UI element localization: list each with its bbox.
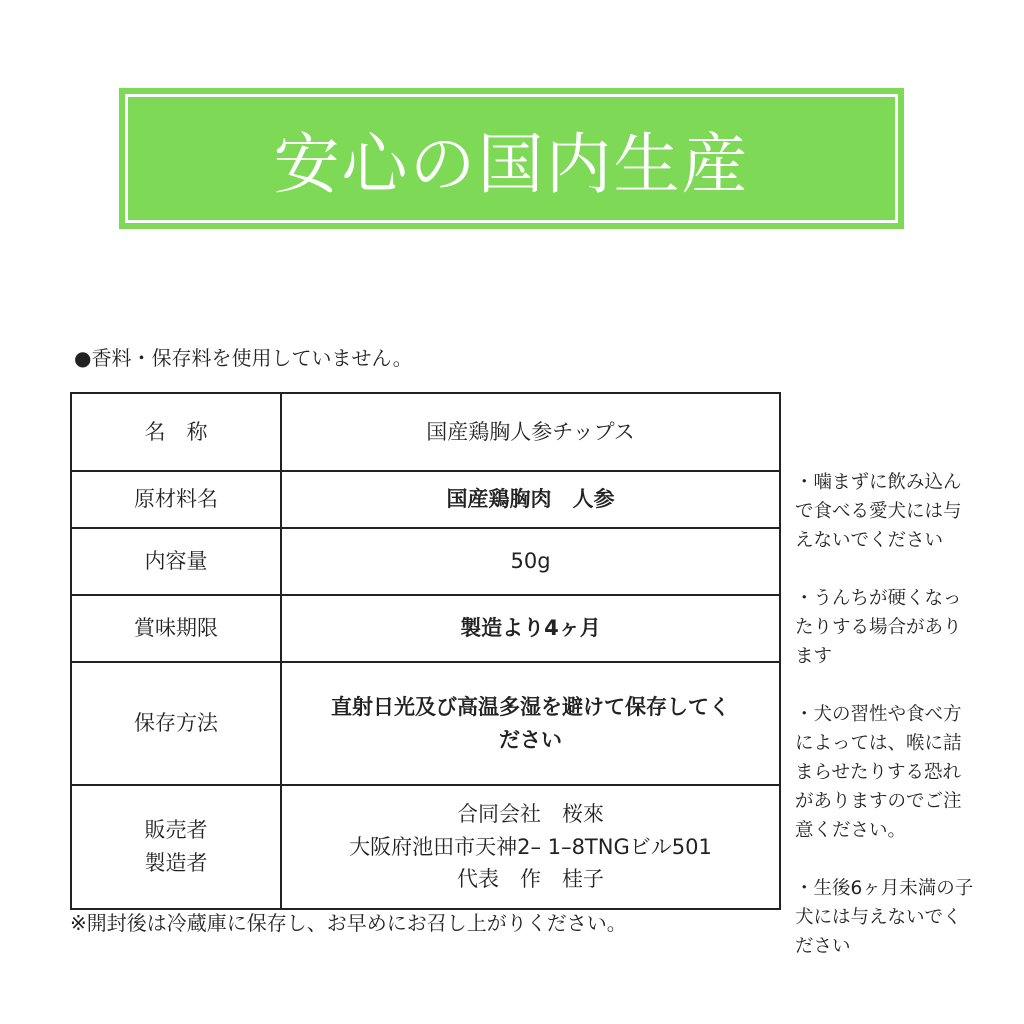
spec-row [71, 785, 780, 909]
caution-note-line: 意ください。 [795, 820, 907, 841]
spec-label [71, 595, 281, 662]
caution-note [795, 700, 1020, 845]
caution-note [795, 468, 1020, 555]
spec-label-line: 保存方法 [134, 711, 218, 736]
spec-value-line: 製造より4ヶ月 [460, 616, 601, 641]
spec-label [71, 471, 281, 528]
spec-label-line: 賞味期限 [134, 616, 218, 641]
spec-value [281, 662, 780, 785]
spec-label-line: 内容量 [144, 549, 208, 574]
spec-label-line: 製造者 [144, 851, 208, 875]
spec-row [71, 393, 780, 471]
banner-title: 安心の国内生産 [273, 126, 750, 203]
caution-note-line: ・生後6ヶ月未満の子 [795, 878, 974, 899]
spec-label-line: 名 称 [144, 419, 208, 444]
caution-note-line: 犬には与えないでく [795, 907, 962, 928]
product-spec-table [70, 392, 781, 910]
caution-note-line: まらせたりする恐れ [795, 762, 961, 783]
spec-value-line: 50g [510, 549, 551, 574]
caution-note-line: によっては、喉に詰 [795, 733, 962, 754]
title-banner-frame [125, 94, 898, 223]
spec-value-line: 直射日光及び高温多湿を避けて保存してく [331, 694, 730, 719]
caution-note-line: ます [795, 646, 833, 667]
spec-row [71, 528, 780, 595]
spec-value-line: 国産鶏胸人参チップス [426, 419, 635, 444]
storage-after-opening-note: ※開封後は冷蔵庫に保存し、お早めにお召し上がりください。 [70, 911, 627, 935]
spec-label [71, 662, 281, 785]
spec-value-line: ださい [499, 727, 562, 752]
spec-row [71, 595, 780, 662]
spec-label-line: 原材料名 [134, 487, 218, 512]
spec-value [281, 393, 780, 471]
caution-note-line: がありますのでご注 [795, 791, 962, 812]
spec-row [71, 471, 780, 528]
caution-note-line: たりする場合があり [795, 617, 962, 638]
spec-value-line: 国産鶏胸肉 人参 [446, 487, 615, 512]
title-banner [119, 88, 904, 229]
caution-note-line: ださい [795, 936, 851, 957]
caution-note [795, 584, 1020, 671]
spec-value-line: 大阪府池田市天神2– 1–8TNGビル501 [349, 834, 712, 859]
spec-label [71, 528, 281, 595]
spec-value [281, 471, 780, 528]
caution-note-line: で食べる愛犬には与 [795, 501, 962, 522]
caution-note-line: ・うんちが硬くなっ [795, 588, 962, 609]
spec-label [71, 785, 281, 909]
spec-value [281, 785, 780, 909]
spec-value-line: 代表 作 桂子 [457, 867, 604, 892]
spec-value-line: 合同会社 桜來 [457, 802, 604, 827]
spec-label-line: 販売者 [144, 818, 208, 843]
caution-notes [795, 468, 1020, 990]
caution-note-line: ・犬の習性や食べ方 [795, 704, 962, 725]
spec-value [281, 595, 780, 662]
spec-row [71, 662, 780, 785]
caution-note-line: ・噛まずに飲み込ん [795, 472, 962, 493]
spec-value [281, 528, 780, 595]
spec-label [71, 393, 281, 471]
caution-note-line: えないでください [795, 530, 944, 551]
additive-free-note: ●香料・保存料を使用していません。 [74, 346, 413, 370]
caution-note [795, 874, 1020, 961]
